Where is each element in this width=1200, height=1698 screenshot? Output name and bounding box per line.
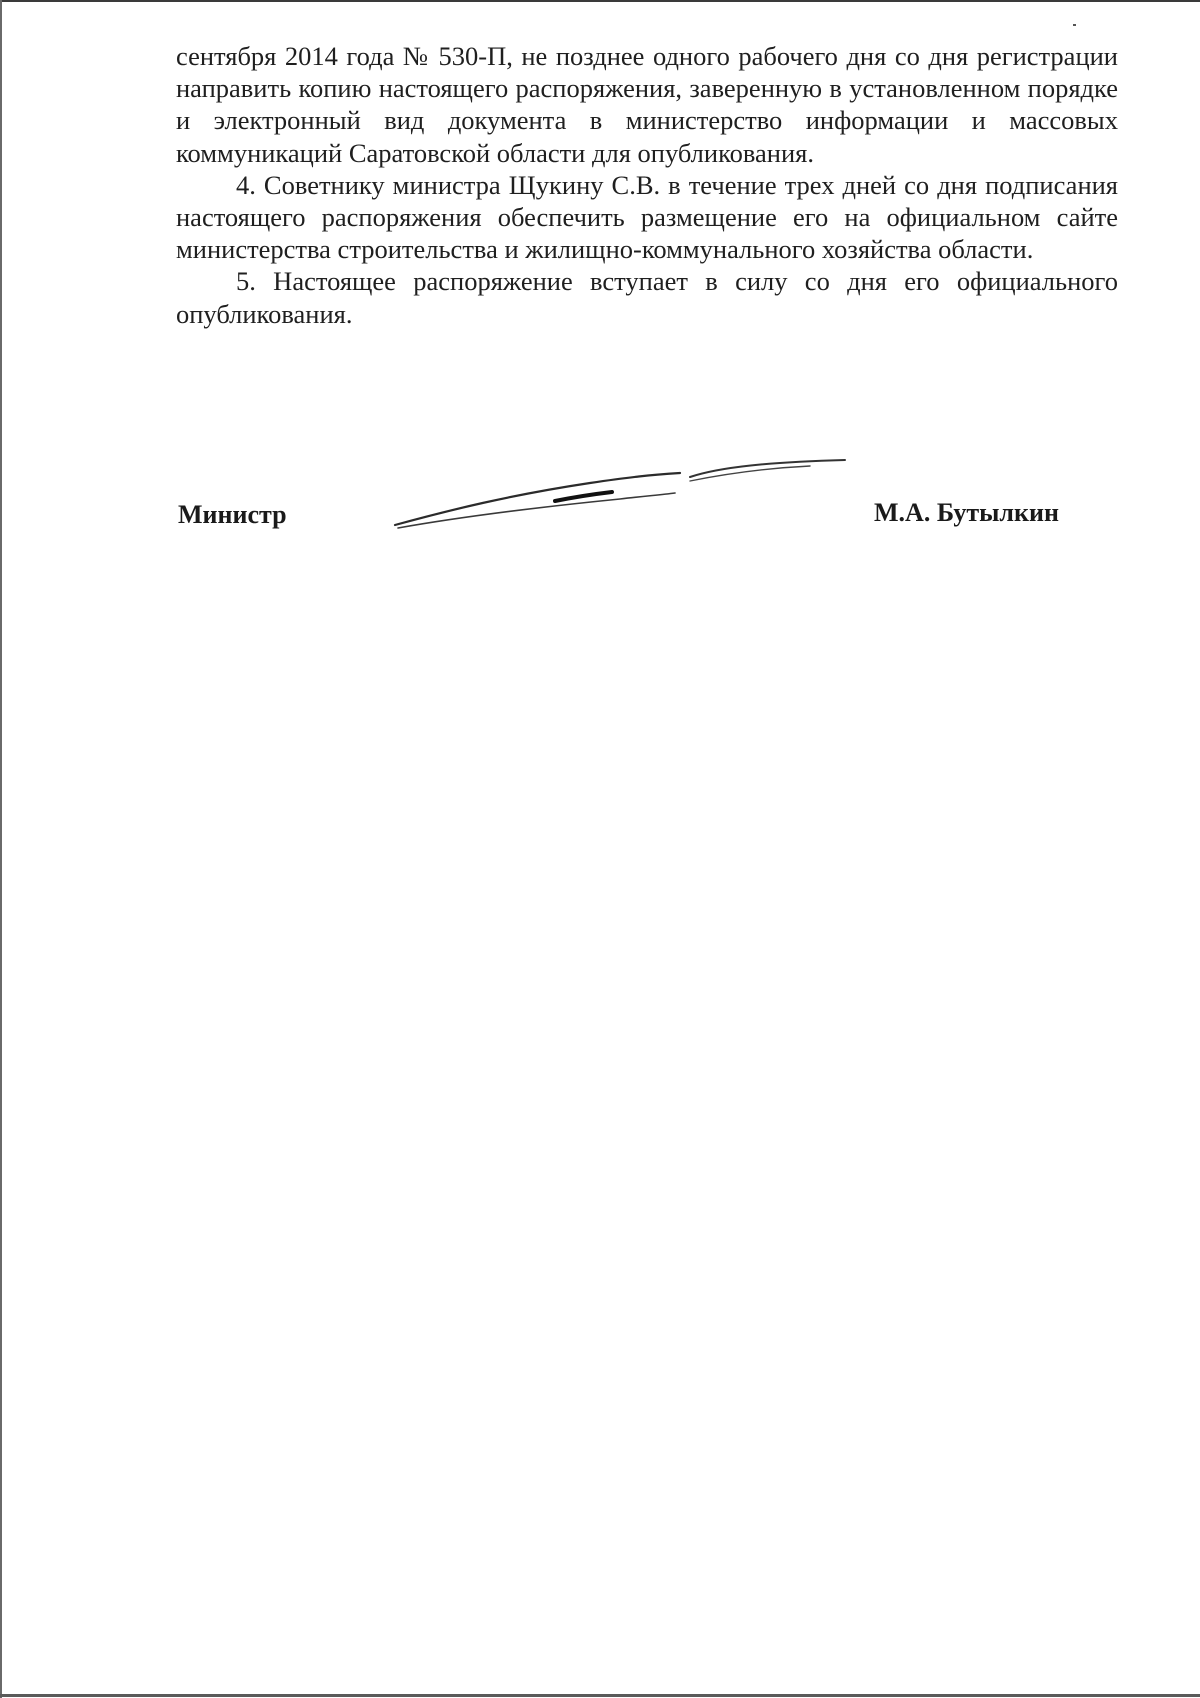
signature-block — [176, 498, 1076, 538]
scan-edge-bottom — [0, 1694, 1200, 1697]
paragraph-continuation: сентября 2014 года № 530-П, не позднее одного рабочего дня со дня регистрации направить копию настоящего распоряжения, заверенную в установленном порядке и электронный вид документа в министерство информации и массовых коммуникаций Саратовской области для опубликования. — [176, 41, 1118, 168]
scan-speck — [1073, 24, 1076, 26]
signatory-name: М.А. Бутылкин — [874, 498, 1059, 527]
scan-edge-left — [0, 0, 2, 1698]
paragraph-item-4: 4. Советнику министра Щукину С.В. в течение трех дней со дня подписания настоящего распоряжения обеспечить размещение его на официальном сайте министерства строительства и жилищно-коммунального хозяйства области. — [176, 169, 1118, 265]
paragraph-item-5: 5. Настоящее распоряжение вступает в силу со дня его официального опубликования. — [176, 266, 1118, 329]
document-body — [176, 40, 1118, 330]
signatory-title: Министр — [178, 500, 287, 529]
scan-edge-top — [0, 0, 1200, 2]
